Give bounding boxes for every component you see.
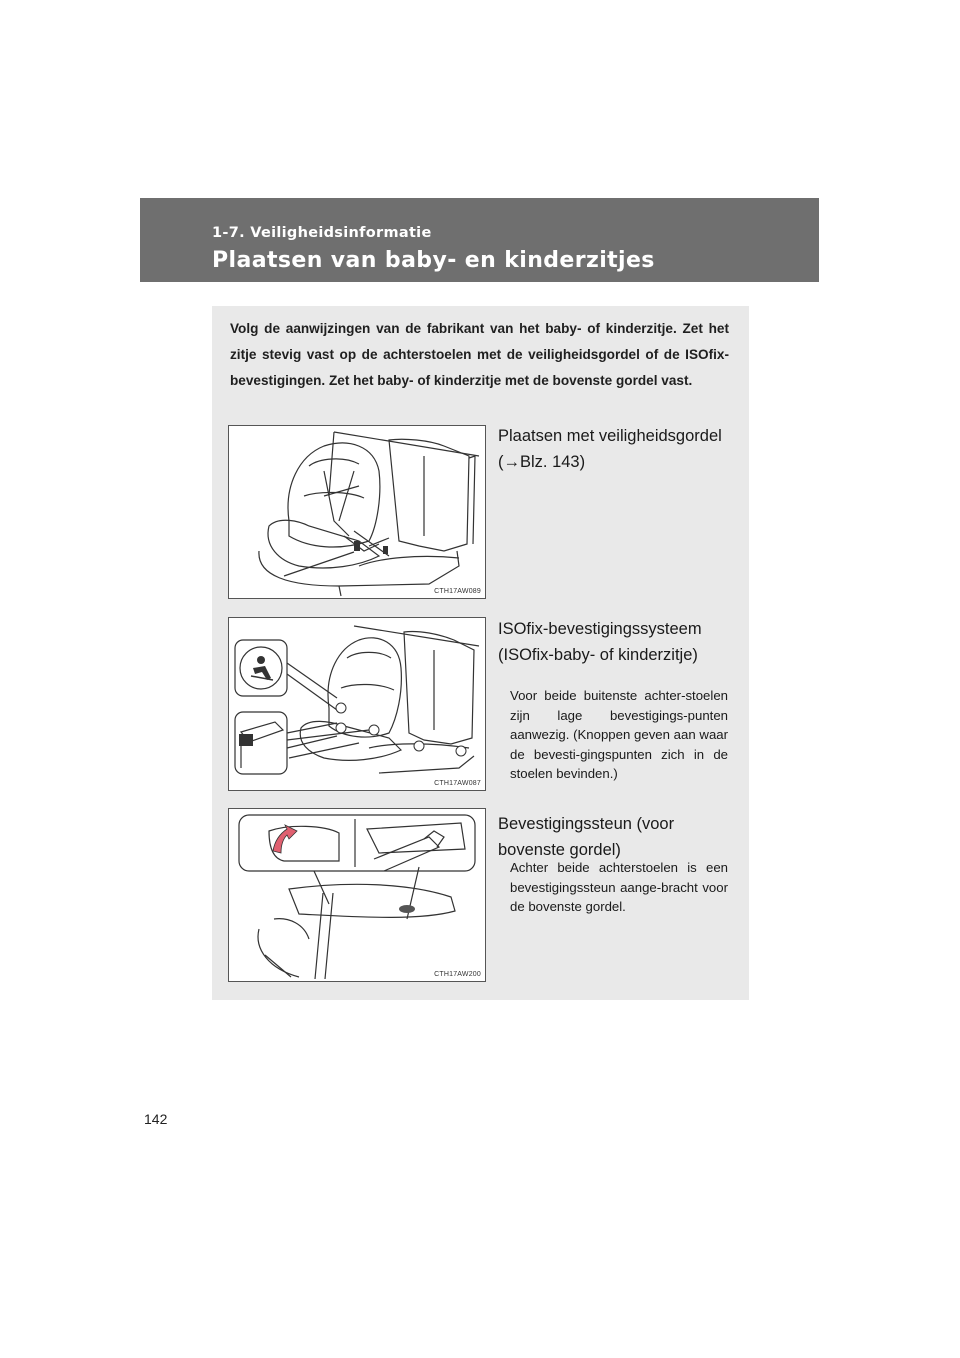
isofix-illustration <box>229 618 485 790</box>
item-heading-line: ISOfix-bevestigingssysteem <box>498 620 702 638</box>
figure-anchor-bracket <box>228 808 486 982</box>
item-heading-isofix <box>498 616 738 668</box>
item-heading-line: (→Blz. 143) <box>498 453 586 471</box>
item-heading-line: Bevestigingssteun (voor <box>498 815 675 833</box>
intro-paragraph: Volg de aanwijzingen van de fabrikant van het baby- of kinderzitje. Zet het zitje stevig vast op de achterstoelen met de veiligheidsgordel of de ISOfix-bevestigingen. Zet het baby- of kinderzitje met de bovenste gordel vast. <box>230 321 729 388</box>
item-heading-anchor <box>498 811 738 863</box>
item-heading-seatbelt <box>498 423 738 475</box>
item-heading-line: bovenste gordel) <box>498 841 621 859</box>
section-header-band <box>140 198 819 282</box>
page-number: 142 <box>144 1111 168 1127</box>
anchor-bracket-icon <box>399 905 415 913</box>
anchor-bracket-illustration <box>229 809 485 981</box>
item-heading-line: Plaatsen met veiligheidsgordel <box>498 427 722 445</box>
figure-isofix-system <box>228 617 486 791</box>
page-title: Plaatsen van baby- en kinderzitjes <box>212 248 655 273</box>
child-seat-seatbelt-illustration <box>229 426 485 598</box>
figure-code: CTH17AW089 <box>434 588 481 595</box>
item-text-isofix: Voor beide buitenste achter-stoelen zijn lage bevestigings-punten aanwezig. (Knoppen geven aan waar de bevesti-gingspunten zich in de stoelen bevinden.) <box>510 688 728 781</box>
figure-code: CTH17AW200 <box>434 971 481 978</box>
item-heading-line: (ISOfix-baby- of kinderzitje) <box>498 646 698 664</box>
content-box <box>212 306 749 1000</box>
figure-seatbelt-install <box>228 425 486 599</box>
figure-code: CTH17AW087 <box>434 780 481 787</box>
item-text-anchor: Achter beide achterstoelen is een bevestigingssteun aange-bracht voor de bovenste gordel. <box>510 860 728 914</box>
section-label: 1-7. Veiligheidsinformatie <box>212 225 432 241</box>
